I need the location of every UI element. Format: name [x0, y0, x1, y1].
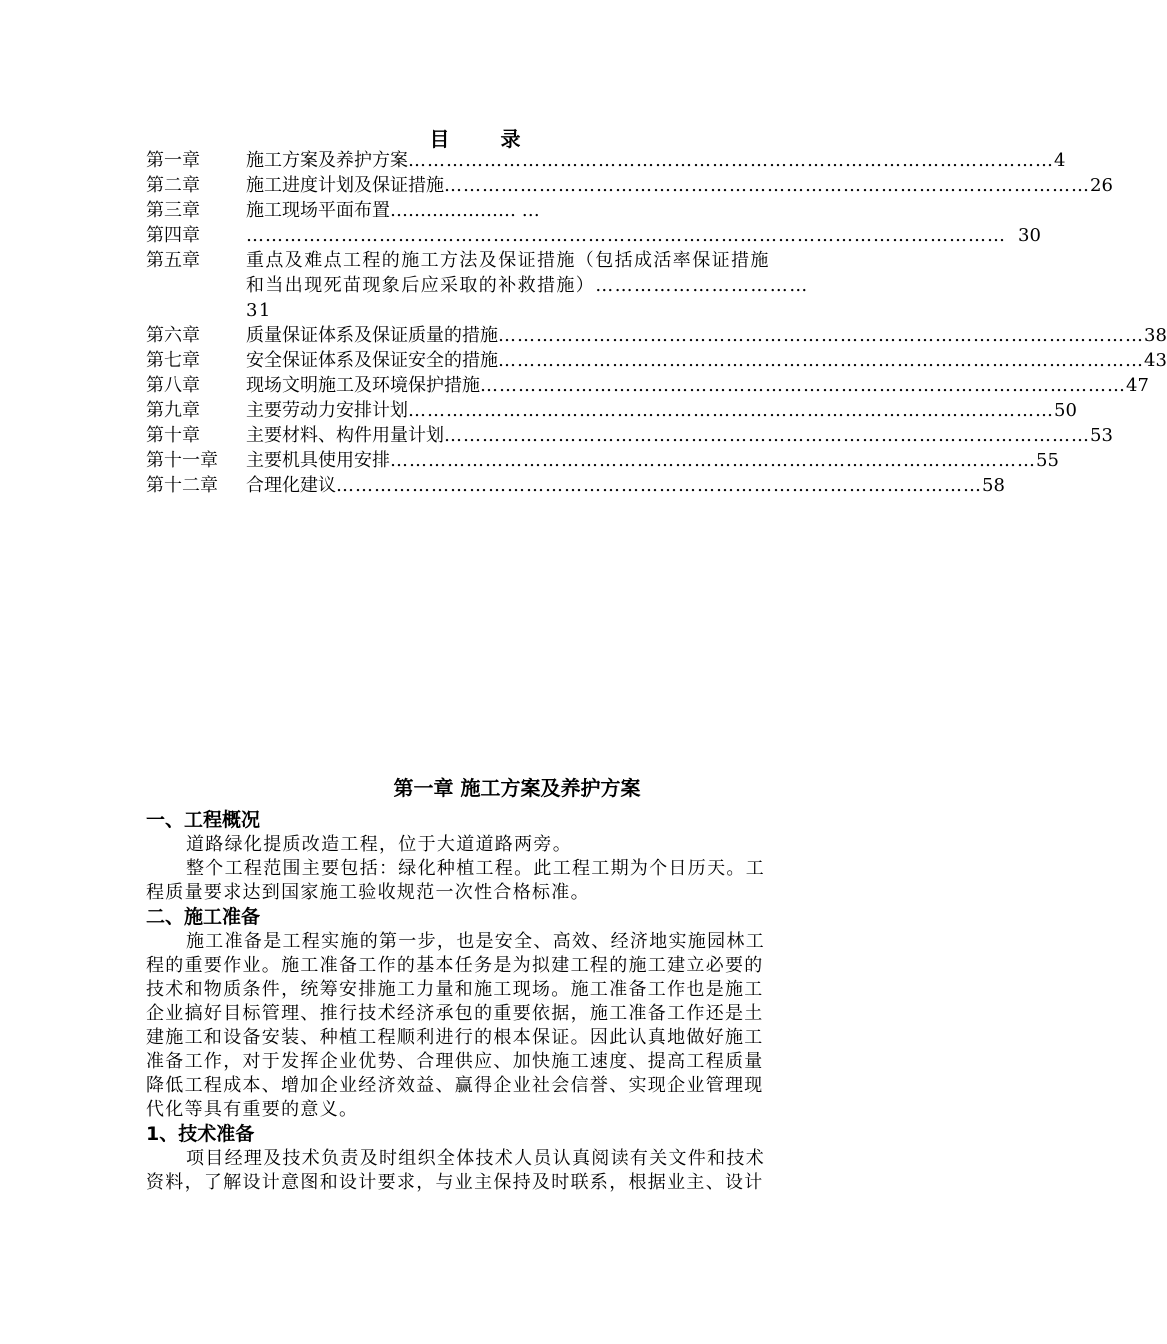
- toc-chapter: 第一章: [146, 150, 200, 171]
- toc-entry: [146, 473, 1005, 498]
- toc-page: 58: [982, 475, 1005, 496]
- toc-leader: …………………………………………………………………………………………: [444, 425, 1090, 446]
- section-heading: 二、施工准备: [146, 906, 261, 928]
- toc-chapter: 第十一章: [146, 450, 218, 471]
- toc-chapter: 第七章: [146, 350, 200, 371]
- paragraph-line: 道路绿化提质改造工程，位于大道道路两旁。: [186, 834, 572, 855]
- paragraph-line: 企业搞好目标管理、推行技术经济承包的重要依据，施工准备工作还是土: [146, 1003, 764, 1024]
- toc-leader: …………………………………………………………………………………………: [390, 450, 1036, 471]
- toc-entry: [146, 398, 1077, 423]
- paragraph-line: 准备工作，对于发挥企业优势、合理供应、加快施工速度、提高工程质量: [146, 1051, 764, 1072]
- toc-entry-title-line: 和当出现死苗现象后应采取的补救措施）……………………………: [246, 275, 809, 296]
- chapter-body: [146, 808, 858, 1195]
- toc-leader: …………………………………………………………………………………………: [408, 400, 1054, 421]
- toc-entry: [146, 148, 1066, 173]
- chapter-title: 第一章 施工方案及养护方案: [393, 776, 641, 800]
- toc-page: 26: [1090, 175, 1113, 196]
- toc-entry-title: 主要材料、构件用量计划: [246, 425, 444, 446]
- toc-chapter: 第四章: [146, 225, 200, 246]
- paragraph-line: 资料，了解设计意图和设计要求，与业主保持及时联系，根据业主、设计: [146, 1172, 764, 1193]
- toc-entry-title: 主要机具使用安排: [246, 450, 390, 471]
- toc-chapter: 第九章: [146, 400, 200, 421]
- table-of-contents: [146, 148, 1167, 498]
- toc-entry: [146, 323, 1167, 348]
- toc-entry: [146, 248, 858, 323]
- paragraph-line: 程质量要求达到国家施工验收规范一次性合格标准。: [146, 882, 590, 903]
- toc-entry-title: 主要劳动力安排计划: [246, 400, 408, 421]
- paragraph: [146, 930, 858, 1122]
- paragraph-line: 项目经理及技术负责及时组织全体技术人员认真阅读有关文件和技术: [186, 1148, 765, 1169]
- paragraph-line: 施工准备是工程实施的第一步，也是安全、高效、经济地实施园林工: [186, 931, 765, 952]
- toc-page: 38: [1144, 325, 1167, 346]
- toc-leader: …………………………………………………………………………………………: [498, 325, 1144, 346]
- toc-page: 43: [1144, 350, 1167, 371]
- toc-entry: [146, 198, 858, 223]
- toc-entry-title: 合理化建议: [246, 475, 336, 496]
- toc-page: 47: [1126, 375, 1149, 396]
- toc-chapter: 第五章: [146, 250, 200, 271]
- toc-chapter: 第六章: [146, 325, 200, 346]
- paragraph-line: 代化等具有重要的意义。: [146, 1099, 359, 1120]
- toc-page: 4: [1054, 150, 1066, 171]
- toc-leader: …………………………………………………………………………………………………………: [246, 225, 1006, 246]
- toc-entry-title: 施工方案及养护方案: [246, 150, 408, 171]
- toc-page: 50: [1054, 400, 1077, 421]
- toc-entry: [146, 423, 1113, 448]
- toc-entry: [146, 348, 1167, 373]
- toc-entry: [146, 173, 1113, 198]
- toc-page: 30: [1018, 225, 1041, 246]
- toc-entry: [146, 448, 1059, 473]
- paragraph: [146, 1147, 858, 1195]
- toc-entry-title: 现场文明施工及环境保护措施: [246, 375, 480, 396]
- paragraph-line: 建施工和设备安装、种植工程顺利进行的根本保证。因此认真地做好施工: [146, 1027, 764, 1048]
- toc-leader: …………………………………………………………………………………………: [444, 175, 1090, 196]
- toc-entry-title: 施工进度计划及保证措施: [246, 175, 444, 196]
- toc-entry: [146, 223, 1041, 248]
- toc-chapter: 第十章: [146, 425, 200, 446]
- paragraph-line: 整个工程范围主要包括：绿化种植工程。此工程工期为个日历天。工: [186, 858, 765, 879]
- toc-leader: …………………………………………………………………………………………: [408, 150, 1054, 171]
- toc-entry-title: 质量保证体系及保证质量的措施: [246, 325, 498, 346]
- toc-page: 31: [246, 300, 272, 321]
- toc-chapter: 第二章: [146, 175, 200, 196]
- section-heading: 一、工程概况: [146, 809, 261, 831]
- paragraph: [146, 857, 858, 905]
- toc-page: 53: [1090, 425, 1113, 446]
- toc-entry-title: 安全保证体系及保证安全的措施: [246, 350, 498, 371]
- paragraph: [146, 833, 858, 857]
- toc-entry-title: 施工现场平面布置………………… …: [246, 200, 540, 221]
- toc-title: 目 录: [429, 127, 543, 151]
- toc-leader: …………………………………………………………………………………………: [498, 350, 1144, 371]
- toc-entry-title-line: 重点及难点工程的施工方法及保证措施（包括成活率保证措施: [246, 250, 770, 271]
- toc-leader: …………………………………………………………………………………………: [336, 475, 982, 496]
- toc-entry: [146, 373, 1149, 398]
- toc-chapter: 第十二章: [146, 475, 218, 496]
- paragraph-line: 降低工程成本、增加企业经济效益、赢得企业社会信誉、实现企业管理现: [146, 1075, 764, 1096]
- toc-leader: …………………………………………………………………………………………: [480, 375, 1126, 396]
- toc-chapter: 第三章: [146, 200, 200, 221]
- toc-page: 55: [1036, 450, 1059, 471]
- toc-chapter: 第八章: [146, 375, 200, 396]
- paragraph-line: 程的重要作业。施工准备工作的基本任务是为拟建工程的施工建立必要的: [146, 955, 764, 976]
- subsection-heading: 1、技术准备: [146, 1123, 255, 1145]
- paragraph-line: 技术和物质条件，统筹安排施工力量和施工现场。施工准备工作也是施工: [146, 979, 764, 1000]
